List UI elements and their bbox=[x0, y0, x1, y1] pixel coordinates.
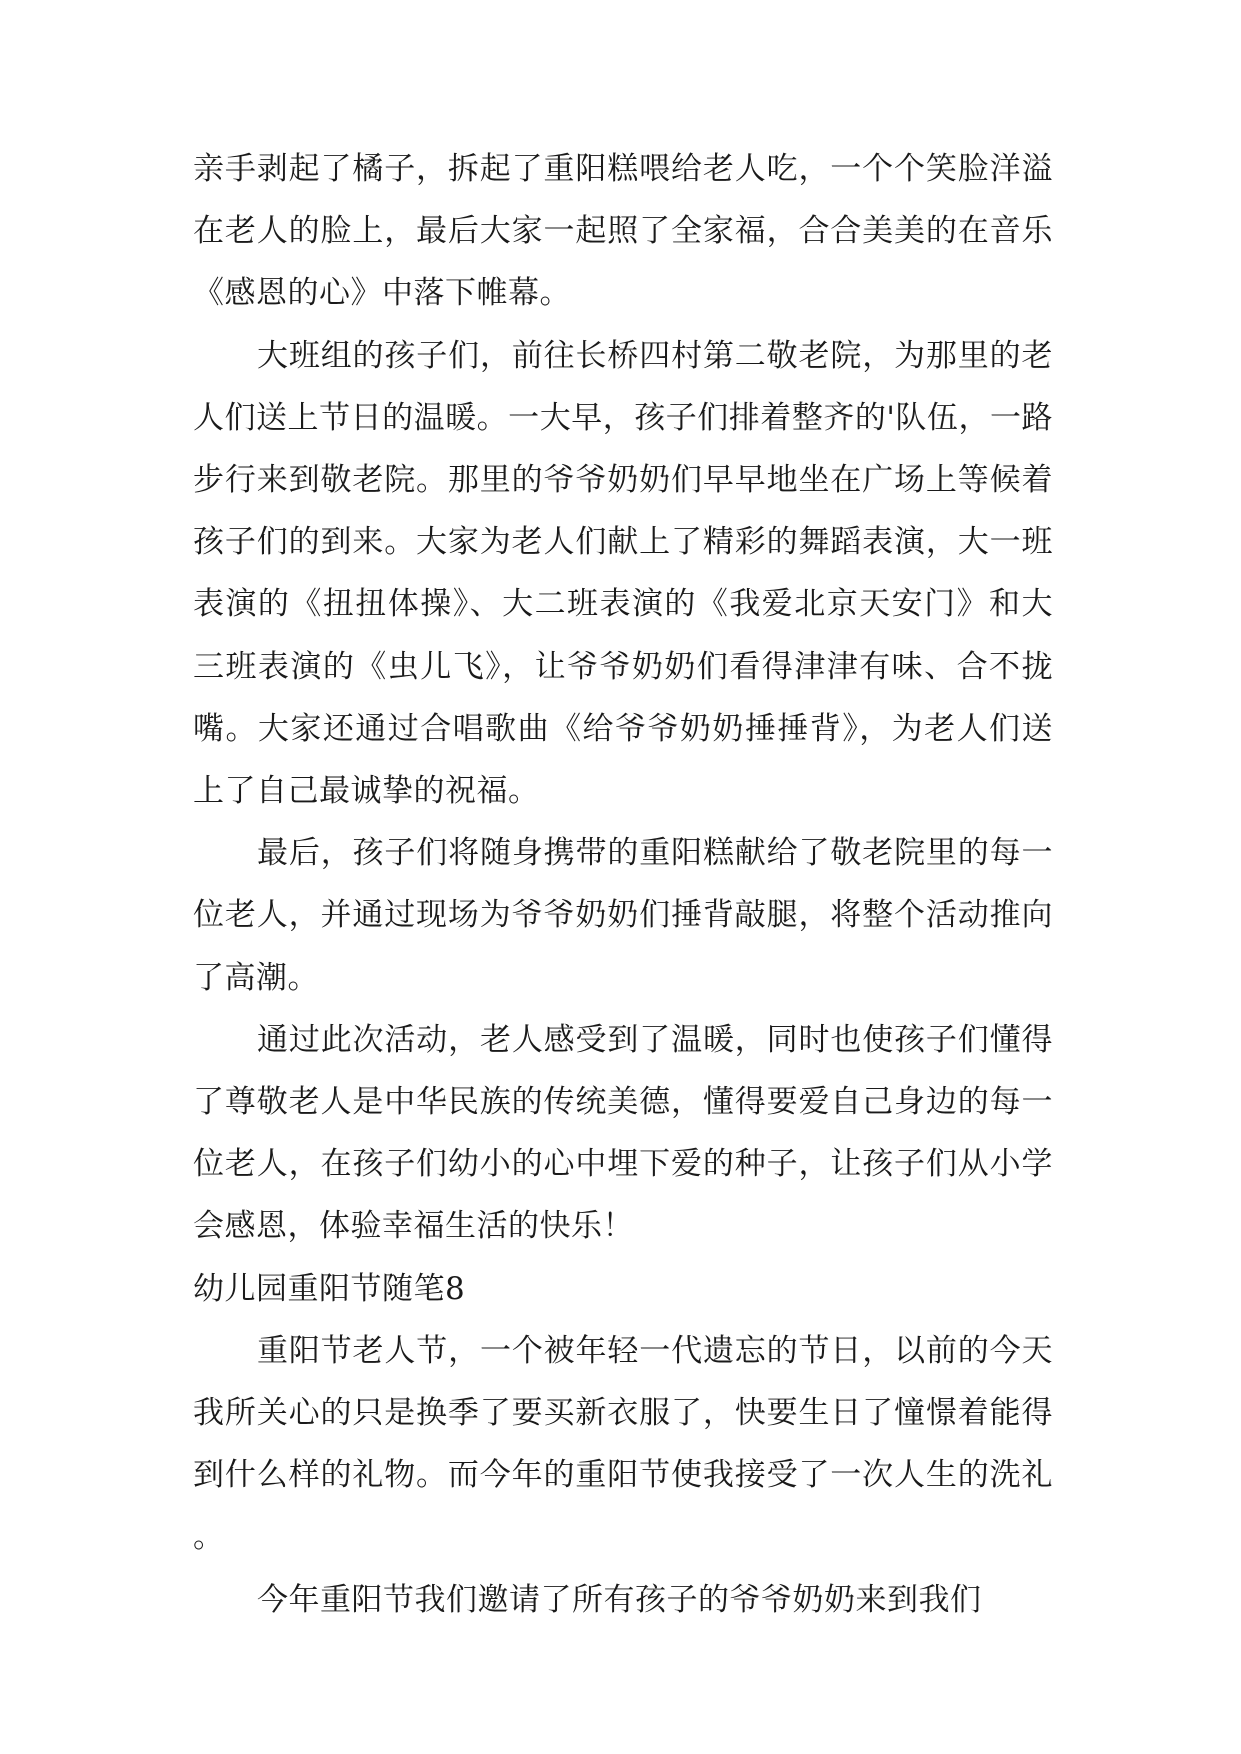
paragraph-finale: 最后，孩子们将随身携带的重阳糕献给了敬老院里的每一位老人，并通过现场为爷爷奶奶们捶背敲腿，将整个活动推向了高潮。 bbox=[193, 835, 1053, 996]
paragraph-continued: 亲手剥起了橘子，拆起了重阳糕喂给老人吃，一个个笑脸洋溢在老人的脸上，最后大家一起照了全家福，合合美美的在音乐《感恩的心》中落下帷幕。 bbox=[193, 151, 1053, 312]
paragraph-invitation: 今年重阳节我们邀请了所有孩子的爷爷奶奶来到我们 bbox=[257, 1581, 982, 1618]
paragraph-senior-class-visit: 大班组的孩子们，前往长桥四村第二敬老院，为那里的老人们送上节日的温暖。一大早，孩子们排着整齐的'队伍，一路步行来到敬老院。那里的爷爷奶奶们早早地坐在广场上等候着孩子们的到来。大家为老人们献上了精彩的舞蹈表演，大一班表演的《扭扭体操》、大二班表演的《我爱北京天安门》和大三班表演的《虫儿飞》，让爷爷奶奶们看得津津有味、合不拢嘴。大家还通过合唱歌曲《给爷爷奶奶捶捶背》，为老人们送上了自己最诚挚的祝福。 bbox=[193, 337, 1053, 810]
section-heading: 幼儿园重阳节随笔8 bbox=[193, 1270, 466, 1307]
paragraph-conclusion: 通过此次活动，老人感受到了温暖，同时也使孩子们懂得了尊敬老人是中华民族的传统美德，懂得要爱自己身边的每一位老人，在孩子们幼小的心中埋下爱的种子，让孩子们从小学会感恩，体验幸福生活的快乐！ bbox=[193, 1021, 1053, 1245]
paragraph-intro: 重阳节老人节，一个被年轻一代遗忘的节日，以前的今天我所关心的只是换季了要买新衣服了，快要生日了憧憬着能得到什么样的礼物。而今年的重阳节使我接受了一次人生的洗礼。 bbox=[193, 1332, 1053, 1556]
document-page bbox=[193, 138, 1053, 1631]
